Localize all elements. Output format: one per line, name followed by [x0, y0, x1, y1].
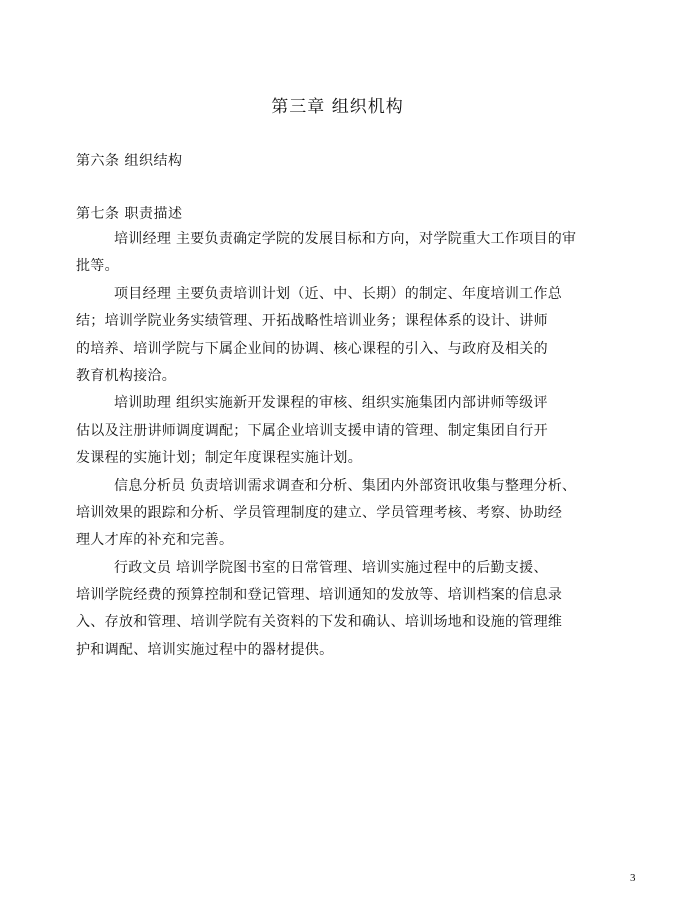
paragraph-admin-clerk-line-2: 培训学院经费的预算控制和登记管理、培训通知的发放等、培训档案的信息录 — [76, 587, 563, 604]
paragraph-text: 主要负责确定学院的发展目标和方向，对学院重大工作项目的审 — [171, 231, 577, 247]
role-name: 培训经理 — [114, 231, 172, 247]
paragraph-training-assistant-line-3: 发课程的实施计划；制定年度课程实施计划。 — [76, 450, 362, 467]
paragraph-info-analyst-line-3: 理人才库的补充和完善。 — [76, 532, 234, 549]
paragraph-training-manager-line-1 — [76, 226, 616, 253]
chapter-title: 第三章 组织机构 — [271, 97, 404, 117]
paragraph-text: 负责培训需求调查和分析、集团内外部资讯收集与整理分析、 — [185, 477, 577, 494]
article-7-heading: 第七条 职责描述 — [76, 206, 183, 222]
paragraph-project-manager-line-1 — [76, 281, 616, 308]
role-name: 信息分析员 — [114, 477, 186, 494]
paragraph-info-analyst-line-1 — [76, 473, 616, 500]
page-number: 3 — [630, 872, 636, 884]
role-name: 项目经理 — [114, 285, 172, 302]
paragraph-project-manager-line-4: 教育机构接洽。 — [76, 367, 177, 384]
paragraph-text: 组织实施新开发课程的审核、组织实施集团内部讲师等级评 — [171, 395, 548, 412]
paragraph-admin-clerk-line-4: 护和调配、培训实施过程中的器材提供。 — [76, 641, 334, 658]
paragraph-training-assistant-line-2: 估以及注册讲师调度调配；下属企业培训支援申请的管理、制定集团自行开 — [76, 422, 548, 439]
paragraph-training-assistant-line-1 — [76, 390, 616, 417]
paragraph-project-manager-line-3: 的培养、培训学院与下属企业间的协调、核心课程的引入、与政府及相关的 — [76, 340, 548, 357]
article-7-body — [76, 226, 616, 664]
paragraph-admin-clerk-line-1 — [76, 555, 616, 582]
paragraph-admin-clerk-line-3: 入、存放和管理、培训学院有关资料的下发和确认、培训场地和设施的管理维 — [76, 614, 563, 631]
paragraph-text: 培训学院图书室的日常管理、培训实施过程中的后勤支援、 — [171, 559, 548, 576]
paragraph-training-manager-line-2: 批等。 — [76, 258, 119, 275]
role-name: 行政文员 — [114, 559, 172, 576]
article-6-heading: 第六条 组织结构 — [76, 153, 183, 169]
role-name: 培训助理 — [114, 395, 172, 412]
paragraph-info-analyst-line-2: 培训效果的跟踪和分析、学员管理制度的建立、学员管理考核、考察、协助经 — [76, 504, 563, 521]
paragraph-text: 主要负责培训计划（近、中、长期）的制定、年度培训工作总 — [171, 285, 563, 302]
paragraph-project-manager-line-2: 结；培训学院业务实绩管理、开拓战略性培训业务；课程体系的设计、讲师 — [76, 313, 548, 330]
